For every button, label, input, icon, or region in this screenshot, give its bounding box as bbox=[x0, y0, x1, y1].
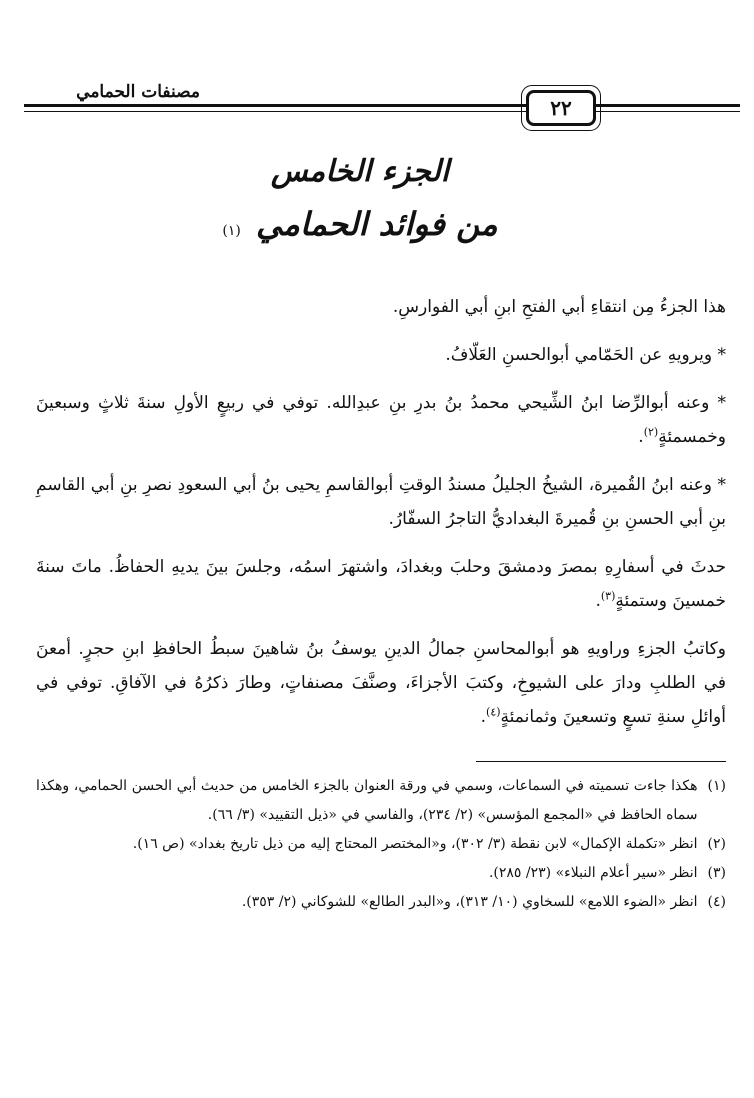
header-rule-thin bbox=[24, 111, 740, 112]
paragraph-text: * ويرويهِ عن الحَمّامي أبوالحسنِ العَلّافُ. bbox=[445, 345, 726, 365]
body-text bbox=[36, 290, 726, 748]
title-line-2-text: من فوائد الحمامي bbox=[256, 205, 498, 243]
page-header bbox=[24, 80, 740, 130]
paragraph-text: حدثَ في أسفارِهِ بمصرَ ودمشقَ وحلبَ وبغدادَ، واشتهرَ اسمُه، وجلسَ بينَ يديهِ الحفاظُ. ماتَ سنةَ خمسينَ وستمئةٍ bbox=[36, 557, 727, 611]
footnote-number: (١) bbox=[707, 778, 726, 794]
footnote-marker: (٤) bbox=[486, 705, 501, 719]
footnote-number: (٢) bbox=[707, 836, 726, 852]
footnote bbox=[36, 859, 726, 888]
body-paragraph: وكاتبُ الجزءِ وراويهِ هو أبوالمحاسنِ جمالُ الدينِ يوسفُ بنُ شاهينَ سبطُ الحافظِ ابنِ حجرٍ. أمعنَ في الطلبِ ودارَ على الشيوخِ، وكتبَ الأجزاءَ، وصنَّفَ مصنفاتٍ، وطارَ ذكرُهُ في الآفاقِ. توفي في أوائلِ سنةِ تسعٍ وتسعينَ وثمانمئةٍ$^{(٤)}$. bbox=[36, 639, 726, 727]
footnote-text: انظر «تكملة الإكمال» لابن نقطة (٣/ ٣٠٢)، و«المختصر المحتاج إليه من ذيل تاريخ بغداد» (ص ١٦). bbox=[132, 836, 698, 852]
section-title bbox=[120, 150, 600, 255]
footnote-marker: (٢) bbox=[643, 425, 659, 439]
footnote-number: (٤) bbox=[707, 894, 726, 910]
page-number: ٢٢ bbox=[526, 90, 596, 126]
footnote-marker: (٣) bbox=[600, 589, 616, 603]
footnote-separator bbox=[476, 761, 726, 762]
footnote-text: انظر «سير أعلام النبلاء» (٢٣/ ٢٨٥). bbox=[488, 865, 698, 881]
paragraph-text: * وعنه أبوالرِّضا ابنُ الشِّيحي محمدُ بنُ بدرِ بنِ عبدِالله. توفي في ربيعٍ الأولِ سنةَ ثلاثٍ وسبعينَ وخمسمئةٍ bbox=[36, 393, 726, 447]
title-footnote-ref: (١) bbox=[222, 223, 241, 239]
paragraph-text: وكاتبُ الجزءِ وراويهِ هو أبوالمحاسنِ جمالُ الدينِ يوسفُ بنُ شاهينَ سبطُ الحافظِ ابنِ حجرٍ. أمعنَ في الطلبِ ودارَ على الشيوخِ، وكتبَ الأجزاءَ، وصنَّفَ مصنفاتٍ، وطارَ ذكرُهُ في الآفاقِ. توفي في أوائلِ سنةِ تسعٍ وتسعينَ وثمانمئةٍ bbox=[36, 639, 726, 727]
header-rule-thick bbox=[24, 104, 740, 107]
body-paragraph bbox=[36, 468, 726, 536]
footnote bbox=[36, 772, 726, 830]
footnotes bbox=[36, 772, 726, 917]
body-paragraph: حدثَ في أسفارِهِ بمصرَ ودمشقَ وحلبَ وبغدادَ، واشتهرَ اسمُه، وجلسَ بينَ يديهِ الحفاظُ. ماتَ سنةَ خمسينَ وستمئةٍ$^{(٣)}$. bbox=[36, 557, 727, 611]
footnote bbox=[36, 888, 726, 917]
body-paragraph bbox=[36, 338, 726, 372]
body-paragraph: * وعنه أبوالرِّضا ابنُ الشِّيحي محمدُ بنُ بدرِ بنِ عبدِالله. توفي في ربيعٍ الأولِ سنةَ ثلاثٍ وسبعينَ وخمسمئةٍ$^{(٢)}$. bbox=[36, 393, 726, 447]
paragraph-text: هذا الجزءُ مِن انتقاءِ أبي الفتحِ ابنِ أبي الفوارسِ. bbox=[392, 297, 726, 317]
footnote-text: انظر «الضوء اللامع» للسخاوي (١٠/ ٣١٣)، و«البدر الطالع» للشوكاني (٢/ ٣٥٣). bbox=[241, 894, 698, 910]
body-paragraph bbox=[36, 290, 726, 324]
footnote-number: (٣) bbox=[707, 865, 726, 881]
running-title: مصنفات الحمامي bbox=[68, 82, 200, 102]
footnote bbox=[36, 830, 726, 859]
footnote-text: هكذا جاءت تسميته في السماعات، وسمي في ورقة العنوان بالجزء الخامس من حديث أبي الحسن الحمامي، وهكذا سماه الحافظ في «المجمع المؤسس» (٢/ ٢٣٤)، والفاسي في «ذيل التقييد» (٣/ ٦٦). bbox=[36, 778, 698, 823]
title-line-2 bbox=[120, 200, 600, 255]
title-line-1: الجزء الخامس bbox=[270, 154, 450, 189]
paragraph-text: * وعنه ابنُ القُميرة، الشيخُ الجليلُ مسندُ الوقتِ أبوالقاسمِ يحيى بنُ أبي السعودِ نصرِ بنِ أبي القاسمِ بنِ أبي الحسنِ بنِ قُميرةَ البغداديُّ التاجرُ السفّارُ. bbox=[36, 475, 726, 529]
